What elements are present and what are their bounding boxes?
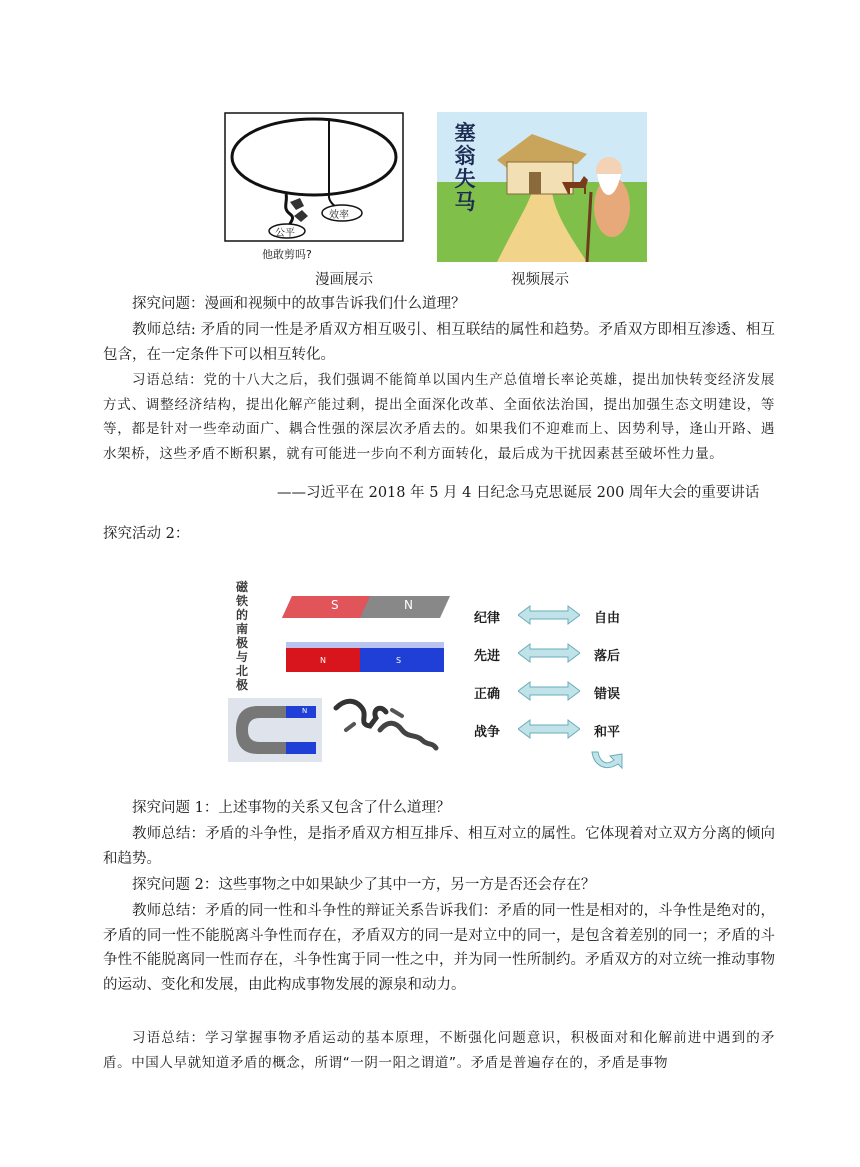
- magnet-vertical-label: [234, 580, 250, 692]
- pair-left: 先进: [474, 649, 501, 664]
- pair-row: [464, 676, 636, 706]
- cartoon-caption-in-image: 他敢剪吗?: [262, 248, 312, 261]
- cartoon-drawing: [224, 112, 404, 264]
- vertical-char: 磁: [235, 580, 248, 594]
- vertical-char: 极: [235, 678, 248, 692]
- vertical-char: 极: [235, 636, 248, 650]
- pair-left: 正确: [474, 687, 501, 702]
- pair-right: 错误: [594, 687, 621, 702]
- magnet-top-s: S: [331, 598, 339, 612]
- video-title-char: 失: [454, 167, 476, 191]
- cartoon-caption: 漫画展示: [315, 272, 373, 288]
- horseshoe-label: N: [302, 707, 308, 715]
- magnet-figure: [228, 580, 638, 770]
- video-title-char: 马: [454, 190, 476, 214]
- xi-summary-2: 习语总结：学习掌握事物矛盾运动的基本原理，不断强化问题意识，积极面对和化解前进中遇到的矛盾。中国人早就知道矛盾的概念，所谓“一阴一阳之谓道”。矛盾是普遍存在的，矛盾是事物: [103, 1030, 775, 1071]
- pair-right: 和平: [594, 725, 621, 740]
- double-arrow-icon: [518, 681, 580, 701]
- pair-right: 自由: [594, 611, 621, 626]
- pair-row: [464, 600, 636, 630]
- double-arrow-icon: [518, 605, 580, 625]
- video-figure: [437, 112, 647, 262]
- teacher-summary-1: 教师总结: 矛盾的同一性是矛盾双方相互吸引、相互联结的属性和趋势。矛盾双方即相互渗透、相互包含，在一定条件下可以相互转化。: [103, 322, 775, 363]
- bar-magnet-top: [282, 594, 450, 620]
- curved-arrow-icon: [588, 748, 624, 774]
- pair-row: [464, 638, 636, 668]
- efficiency-label: 效率: [329, 210, 349, 221]
- magnet-mid-n: N: [320, 656, 326, 665]
- vertical-char: 的: [235, 608, 248, 622]
- source-citation-1: ——习近平在 2018 年 5 月 4 日纪念马克思诞辰 200 周年大会的重要讲话: [277, 485, 760, 501]
- teacher-summary-2: 教师总结：矛盾的斗争性，是指矛盾双方相互排斥、相互对立的属性。它体现着对立双方分离的倾向和趋势。: [103, 826, 775, 867]
- cartoon-figure: [224, 112, 404, 264]
- question-1: 探究问题 1：上述事物的关系又包含了什么道理？: [132, 800, 451, 816]
- calligraphy-art: [332, 690, 440, 754]
- video-caption: 视频展示: [511, 272, 569, 288]
- vertical-char: 铁: [235, 594, 248, 608]
- vertical-char: 与: [235, 650, 248, 664]
- horseshoe-magnet: [228, 698, 322, 762]
- video-title-char: 翁: [454, 144, 476, 168]
- pair-left: 战争: [474, 725, 501, 740]
- xi-summary-1: 习语总结：党的十八大之后，我们强调不能简单以国内生产总值增长率论英雄，提出加快转变经济发展方式、调整经济结构，提出化解产能过剩，提出全面深化改革、全面依法治国，提出加强生态文明建设，等等，都是针对一些牵动面广、耦合性强的深层次矛盾去的。如果我们不迎难而上、因势利导，逢山开路、遇水架桥，这些矛盾不断积累，就有可能进一步向不利方面转化，最后成为干扰因素甚至破坏性力量。: [103, 372, 775, 462]
- video-title-char: 塞: [454, 121, 476, 145]
- vertical-char: 北: [235, 664, 248, 678]
- question-2: 探究问题 2：这些事物之中如果缺少了其中一方，另一方是否还会存在？: [132, 877, 596, 893]
- fairness-label: 公平: [275, 228, 295, 239]
- magnet-mid-s: S: [396, 656, 402, 665]
- double-arrow-icon: [518, 719, 580, 739]
- bar-magnet-mid: [286, 642, 446, 674]
- vertical-char: 南: [235, 622, 248, 636]
- question-cartoon: 探究问题：漫画和视频中的故事告诉我们什么道理？: [132, 296, 466, 312]
- pair-row: [464, 714, 636, 744]
- video-title: [451, 122, 479, 214]
- pair-left: 纪律: [474, 611, 501, 626]
- teacher-summary-3: 教师总结：矛盾的同一性和斗争性的辩证关系告诉我们：矛盾的同一性是相对的，斗争性是绝对的，矛盾的同一性不能脱离斗争性而存在，矛盾双方的同一是对立中的同一，是包含着差别的同一；矛盾的斗争性不能脱离同一性而存在，斗争性寓于同一性之中，并为同一性所制约。矛盾双方的对立统一推动事物的运动、变化和发展，由此构成事物发展的源泉和动力。: [103, 903, 775, 993]
- activity-2-heading: 探究活动 2：: [103, 526, 190, 542]
- pair-right: 落后: [594, 649, 621, 664]
- magnet-top-n: N: [404, 598, 413, 612]
- double-arrow-icon: [518, 643, 580, 663]
